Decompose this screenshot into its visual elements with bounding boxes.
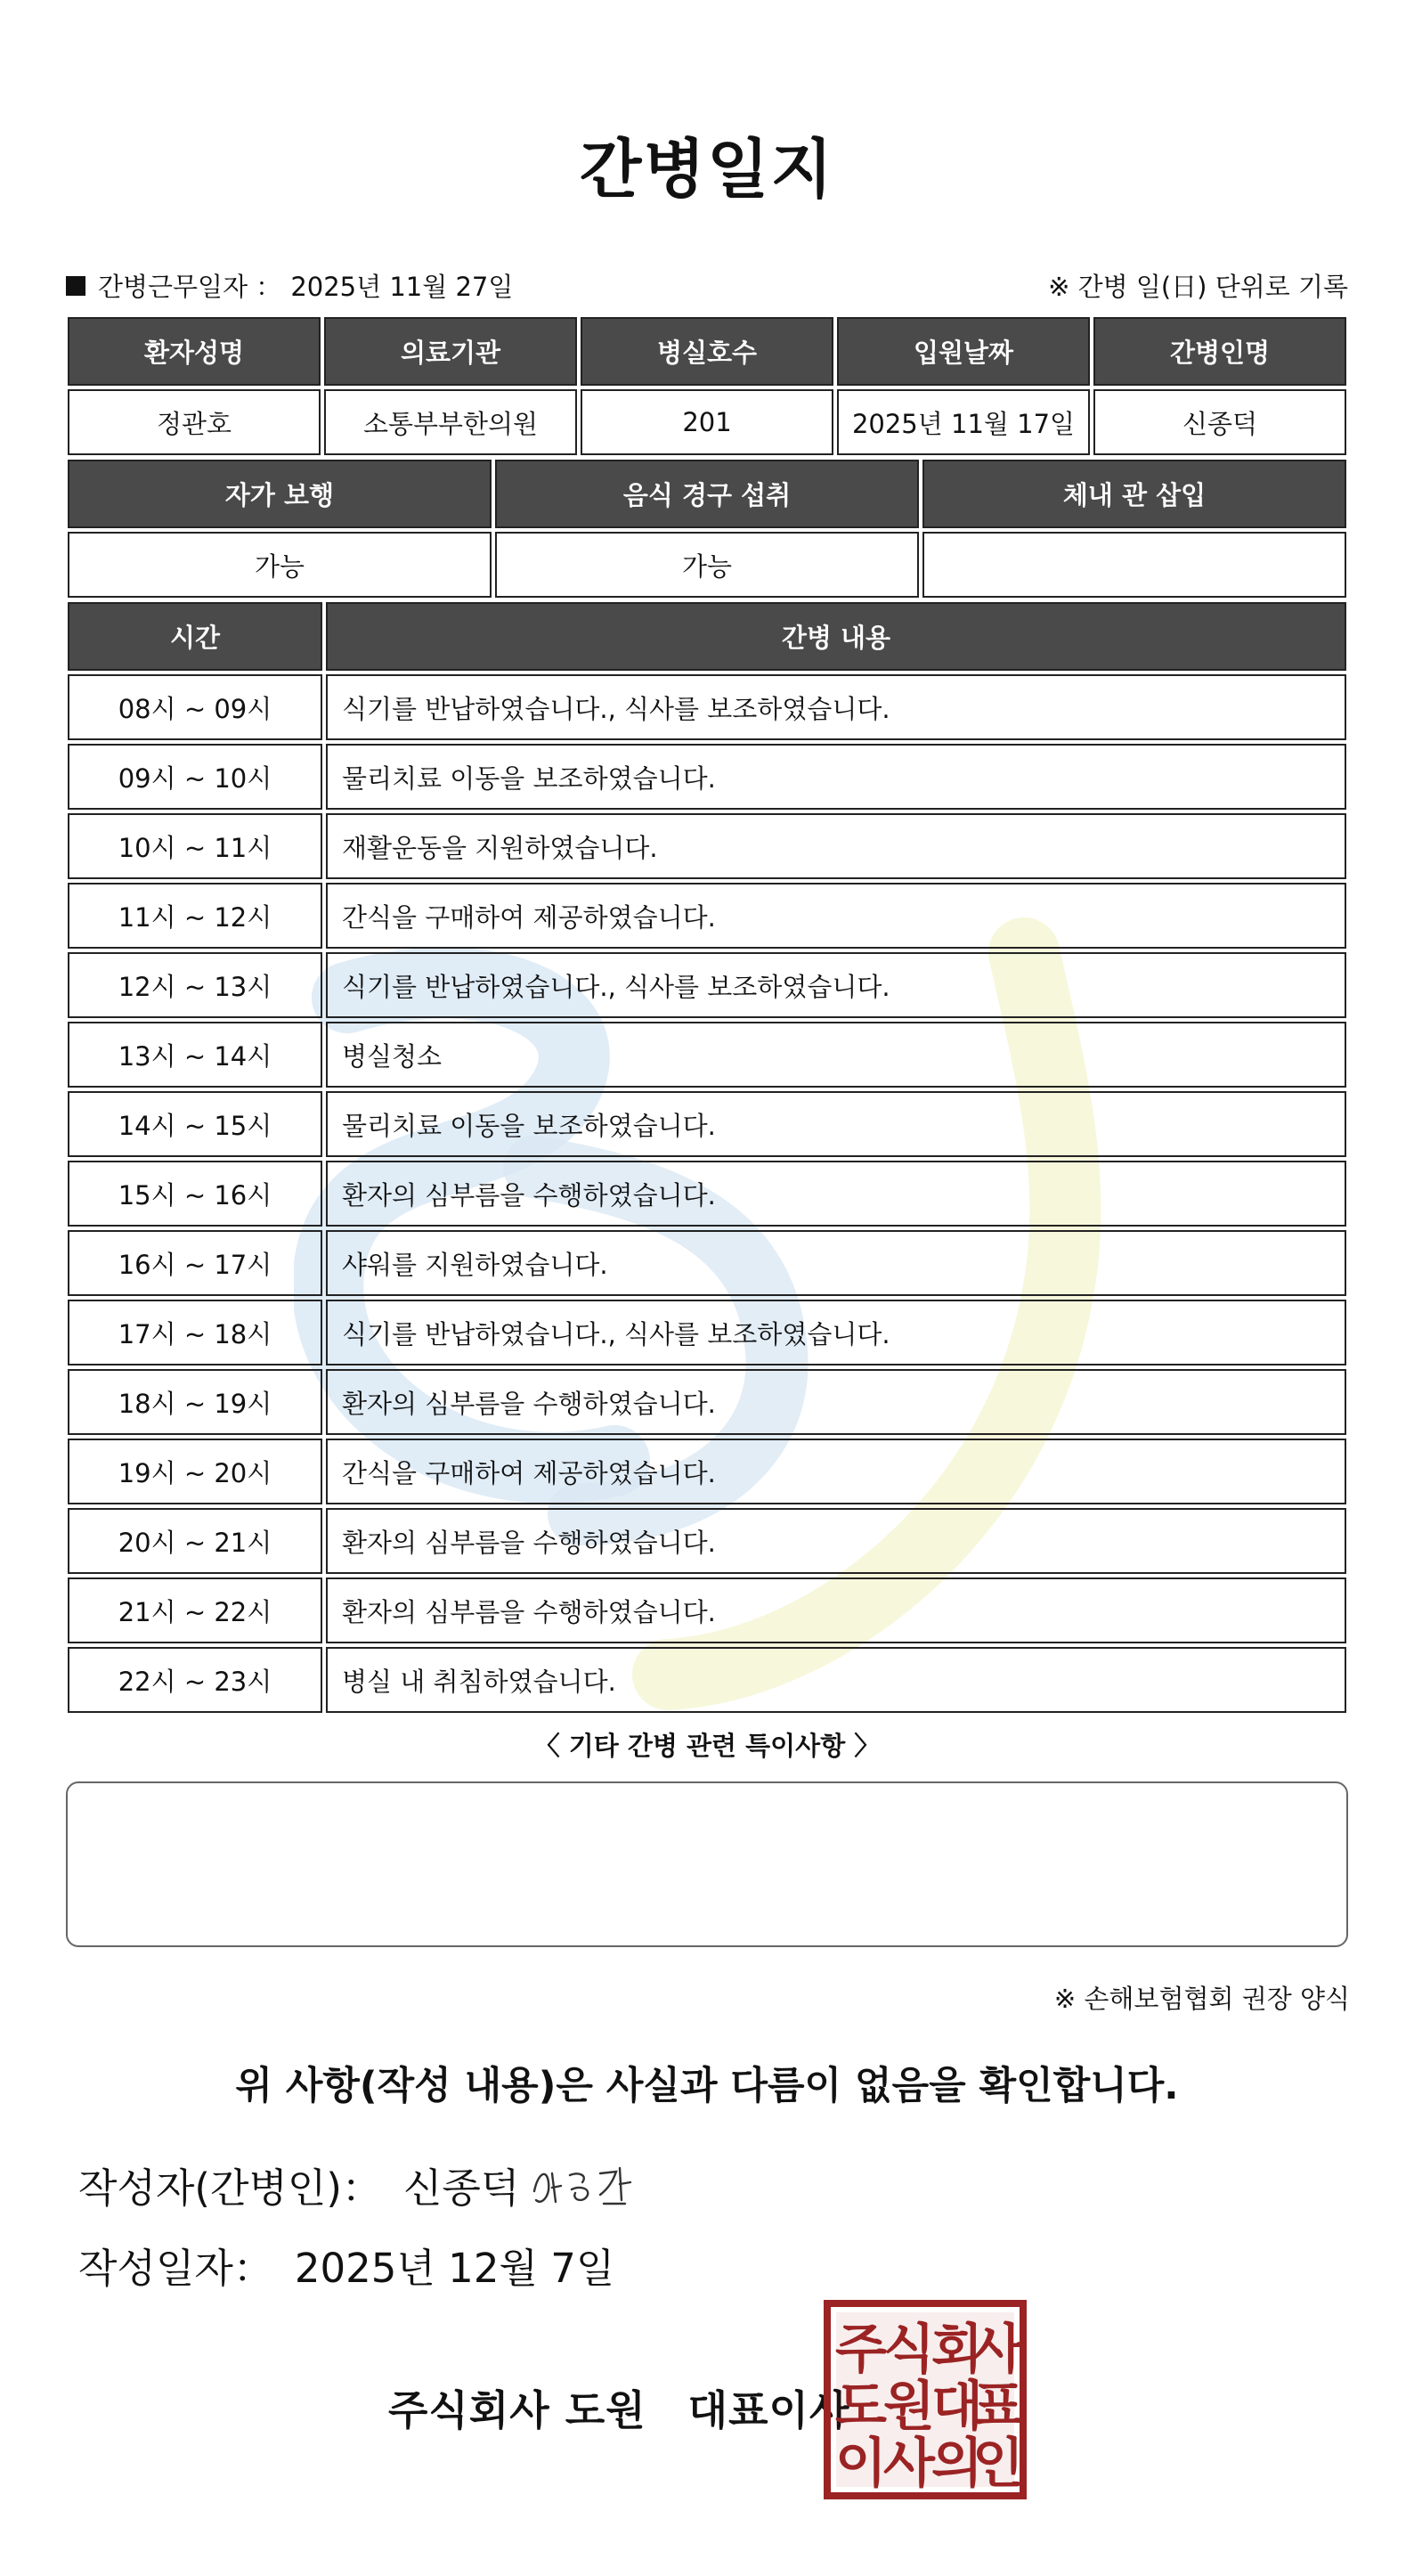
patient-info-table [64, 314, 1350, 459]
room-number: 201 [581, 389, 833, 455]
handwritten-signature [525, 2156, 641, 2218]
log-time: 13시 ~ 14시 [68, 1022, 322, 1088]
log-content: 식기를 반납하였습니다., 식사를 보조하였습니다. [326, 1300, 1346, 1365]
writer-name: 신종덕 [402, 2164, 520, 2212]
table-row [68, 1508, 1346, 1574]
svg-text:사: 사 [883, 2433, 935, 2495]
header-oral-intake: 음식 경구 섭취 [495, 460, 919, 528]
table-row [68, 1161, 1346, 1227]
log-content: 병실청소 [326, 1022, 1346, 1088]
admission-date: 2025년 11월 17일 [837, 389, 1090, 455]
log-content: 식기를 반납하였습니다., 식사를 보조하였습니다. [326, 674, 1346, 740]
log-time: 12시 ~ 13시 [68, 952, 322, 1018]
company-signature [388, 2378, 849, 2437]
table-row [68, 1300, 1346, 1365]
table-row [68, 1369, 1346, 1435]
table-row [68, 744, 1346, 810]
svg-text:도: 도 [835, 2376, 887, 2438]
table-row [68, 813, 1346, 879]
log-time: 15시 ~ 16시 [68, 1161, 322, 1227]
company-seal-stamp [824, 2300, 1027, 2499]
patient-status-table [64, 456, 1350, 601]
oral-intake-value: 가능 [495, 532, 919, 598]
table-row [68, 1022, 1346, 1088]
log-content: 식기를 반납하였습니다., 식사를 보조하였습니다. [326, 952, 1346, 1018]
tube-insertion-value [922, 532, 1346, 598]
log-content: 간식을 구매하여 제공하였습니다. [326, 883, 1346, 949]
caregiver-name: 신종덕 [1093, 389, 1346, 455]
table-row [68, 883, 1346, 949]
log-time: 21시 ~ 22시 [68, 1577, 322, 1643]
header-time: 시간 [68, 602, 322, 671]
log-content: 환자의 심부름을 수행하였습니다. [326, 1161, 1346, 1227]
svg-text:식: 식 [883, 2319, 935, 2381]
page-title: 간병일지 [579, 132, 835, 207]
log-time: 17시 ~ 18시 [68, 1300, 322, 1365]
written-date-value: 2025년 12월 7일 [294, 2245, 615, 2292]
log-content: 재활운동을 지원하였습니다. [326, 813, 1346, 879]
svg-text:인: 인 [972, 2433, 1024, 2495]
svg-text:의: 의 [931, 2433, 983, 2495]
special-notes-label: 〈 기타 간병 관련 특이사항 〉 [533, 1731, 881, 1761]
table-row [68, 1230, 1346, 1296]
writer-line [78, 2156, 519, 2213]
log-content: 물리치료 이동을 보조하였습니다. [326, 1091, 1346, 1157]
self-walking-value: 가능 [68, 532, 492, 598]
care-log-table [64, 599, 1350, 1716]
log-time: 19시 ~ 20시 [68, 1439, 322, 1504]
table-row [68, 952, 1346, 1018]
writer-label: 작성자(간병인)： [78, 2164, 382, 2212]
table-row [68, 1647, 1346, 1713]
table-row [68, 1439, 1346, 1504]
log-time: 09시 ~ 10시 [68, 744, 322, 810]
log-time: 11시 ~ 12시 [68, 883, 322, 949]
log-time: 16시 ~ 17시 [68, 1230, 322, 1296]
header-care-content: 간병 내용 [326, 602, 1346, 671]
log-content: 샤워를 지원하였습니다. [326, 1230, 1346, 1296]
hospital-name: 소통부부한의원 [324, 389, 577, 455]
header-self-walking: 자가 보행 [68, 460, 492, 528]
svg-text:사: 사 [972, 2319, 1024, 2381]
unit-note: ※ 간병 일(日) 단위로 기록 [1048, 272, 1348, 302]
work-date-value: 2025년 11월 27일 [290, 272, 514, 302]
written-date-line [78, 2236, 614, 2294]
log-time: 18시 ~ 19시 [68, 1369, 322, 1435]
svg-text:대: 대 [931, 2376, 983, 2438]
table-row [68, 674, 1346, 740]
log-time: 10시 ~ 11시 [68, 813, 322, 879]
company-title: 대표이사 [687, 2386, 850, 2434]
svg-text:주: 주 [835, 2319, 887, 2381]
work-date [66, 267, 513, 304]
log-content: 환자의 심부름을 수행하였습니다. [326, 1508, 1346, 1574]
form-note: ※ 손해보험협회 권장 양식 [1053, 1984, 1350, 2014]
confirmation-statement: 위 사항(작성 내용)은 사실과 다름이 없음을 확인합니다. [235, 2064, 1179, 2108]
log-content: 병실 내 취침하였습니다. [326, 1647, 1346, 1713]
log-time: 08시 ~ 09시 [68, 674, 322, 740]
header-tube-insertion: 체내 관 삽입 [922, 460, 1346, 528]
log-content: 물리치료 이동을 보조하였습니다. [326, 744, 1346, 810]
svg-text:이: 이 [835, 2433, 887, 2495]
log-content: 환자의 심부름을 수행하였습니다. [326, 1577, 1346, 1643]
log-time: 20시 ~ 21시 [68, 1508, 322, 1574]
square-bullet-icon [66, 276, 85, 296]
header-hospital: 의료기관 [324, 317, 577, 386]
header-room: 병실호수 [581, 317, 833, 386]
header-patient-name: 환자성명 [68, 317, 321, 386]
header-admission-date: 입원날짜 [837, 317, 1090, 386]
written-date-label: 작성일자： [78, 2245, 273, 2292]
svg-text:표: 표 [972, 2376, 1024, 2438]
header-caregiver: 간병인명 [1093, 317, 1346, 386]
log-content: 환자의 심부름을 수행하였습니다. [326, 1369, 1346, 1435]
work-date-label: 간병근무일자 ： [98, 272, 282, 302]
special-notes-box [66, 1781, 1348, 1947]
table-row [68, 1091, 1346, 1157]
log-time: 14시 ~ 15시 [68, 1091, 322, 1157]
svg-text:회: 회 [931, 2319, 983, 2381]
svg-text:원: 원 [883, 2376, 935, 2438]
company-name: 주식회사 도원 [388, 2386, 646, 2434]
log-content: 간식을 구매하여 제공하였습니다. [326, 1439, 1346, 1504]
log-time: 22시 ~ 23시 [68, 1647, 322, 1713]
table-row [68, 1577, 1346, 1643]
patient-name: 정관호 [68, 389, 321, 455]
